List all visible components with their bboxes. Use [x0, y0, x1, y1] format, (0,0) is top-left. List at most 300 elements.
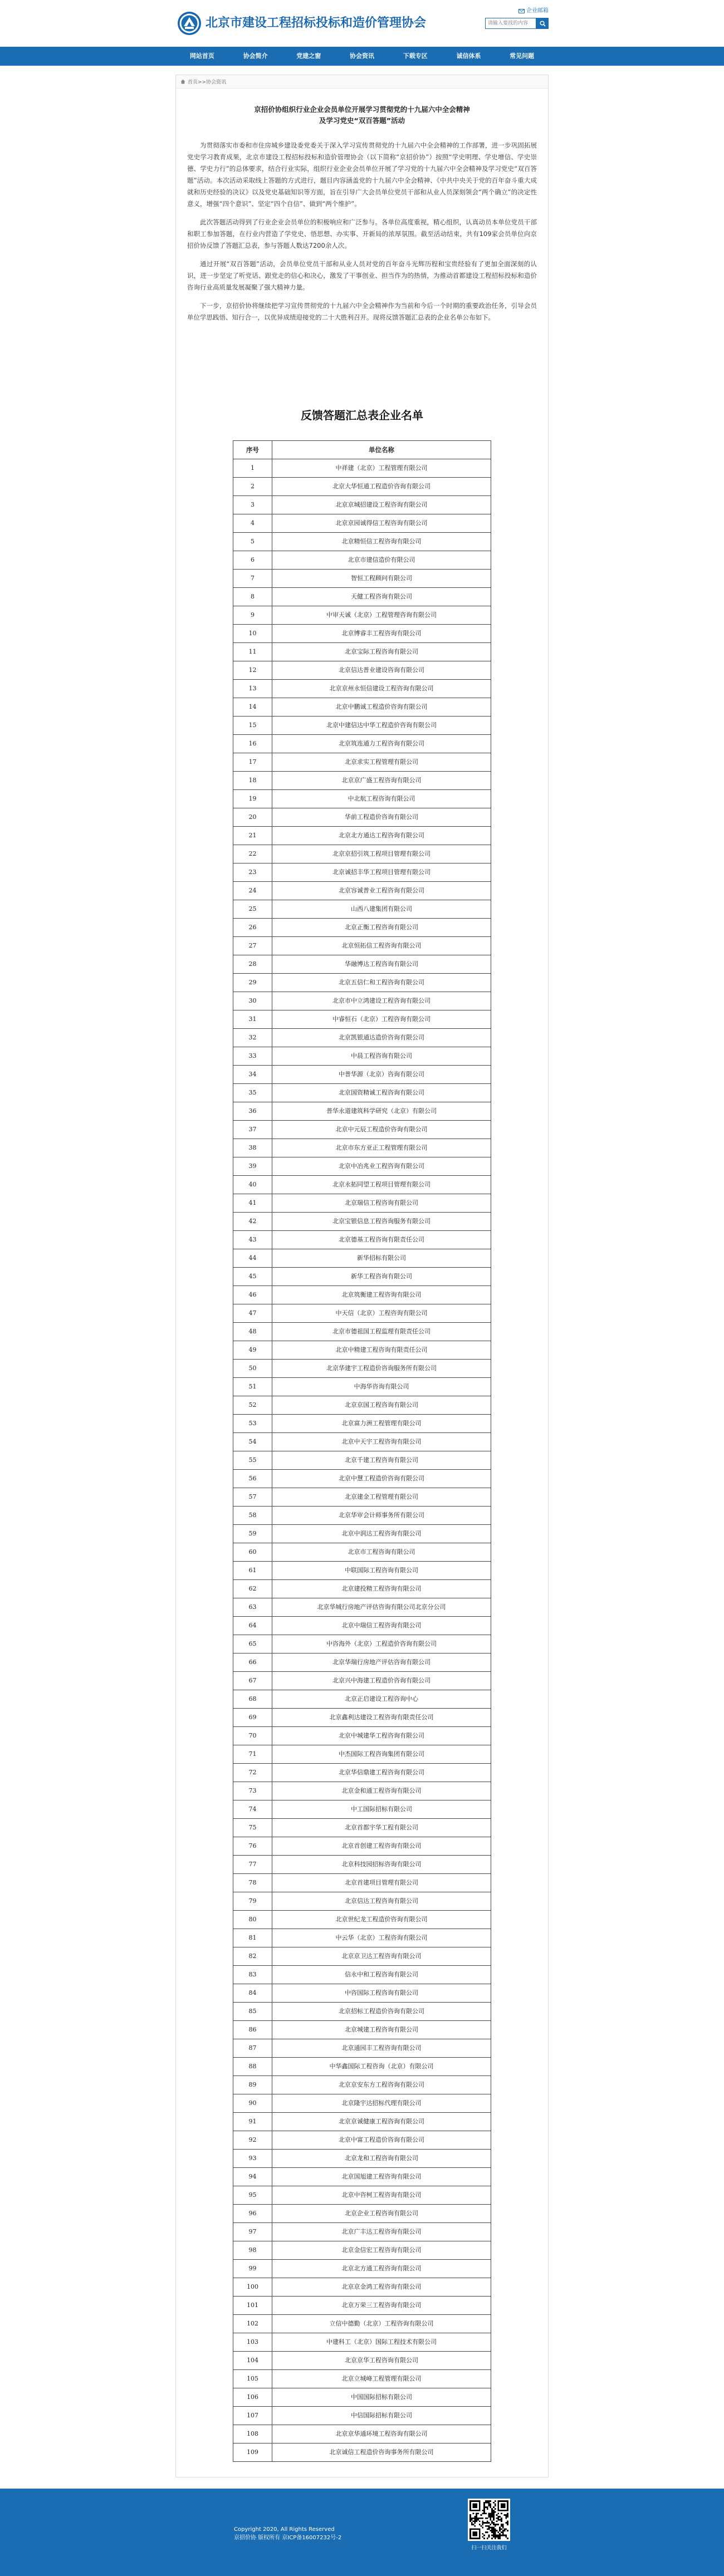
table-header-row: [233, 441, 491, 459]
table-row: [233, 1249, 491, 1268]
company-name: 北京市中立鸿建设工程咨询有限公司: [272, 992, 491, 1010]
company-name: 中咨海外（北京）工程造价咨询有限公司: [272, 1635, 491, 1653]
company-name: 北京五信仁和工程咨询有限公司: [272, 974, 491, 992]
table-row: [233, 1066, 491, 1084]
company-name: 北京金和通工程咨询有限公司: [272, 1782, 491, 1800]
table-row: [233, 459, 491, 478]
table-row: [233, 2039, 491, 2058]
row-number: 70: [233, 1727, 272, 1745]
company-name: 北京宝银信息工程咨询服务有限公司: [272, 1213, 491, 1231]
table-row: [233, 1029, 491, 1047]
company-name: 中杰国际工程咨询集团有限公司: [272, 1745, 491, 1764]
company-name: 北京中建信达中华工程造价咨询有限公司: [272, 717, 491, 735]
company-name: 中联国际工程咨询有限公司: [272, 1562, 491, 1580]
table-row: [233, 1396, 491, 1415]
row-number: 100: [233, 2278, 272, 2297]
table-row: [233, 1745, 491, 1764]
article-paragraph: 通过开展“双百答题”活动，会员单位党员干部和从业人员对党的百年奋斗光辉历程和宝贵经验有了更加全面深刻的认识，进一步坚定了听党话、跟党走的信心和决心，激发了干事创业、担当作为的热情，为推动首都建设工程招标投标和造价咨询行业高质量发展凝聚了强大精神力量。: [187, 260, 537, 291]
row-number: 103: [233, 2333, 272, 2352]
company-name: 北京中精建工程咨询有限责任公司: [272, 1341, 491, 1360]
table-row: [233, 1543, 491, 1562]
company-name: 北京首创建工程咨询有限公司: [272, 1837, 491, 1856]
company-name: 中云华（北京）工程咨询有限公司: [272, 1929, 491, 1947]
row-number: 82: [233, 1947, 272, 1966]
row-number: 75: [233, 1819, 272, 1837]
nav-item-credit[interactable]: 诚信体系: [456, 52, 481, 60]
row-number: 29: [233, 974, 272, 992]
row-number: 104: [233, 2352, 272, 2370]
company-name: 北京万荣三工程咨询有限公司: [272, 2297, 491, 2315]
company-name: 北京京华通环境工程咨询有限公司: [272, 2425, 491, 2443]
company-name: 北京京安东方工程咨询有限公司: [272, 2076, 491, 2094]
company-name: 中建科工（北京）国际工程技术有限公司: [272, 2333, 491, 2352]
row-number: 6: [233, 551, 272, 570]
company-name: 中审天诚（北京）工程管理咨询有限公司: [272, 606, 491, 625]
company-name: 北京华瑞行房地产评估咨询有限公司: [272, 1653, 491, 1672]
column-header-company: 单位名称: [272, 441, 491, 459]
qr-code-icon: [469, 2500, 508, 2539]
table-row: [233, 974, 491, 992]
association-logo-icon[interactable]: [177, 11, 202, 36]
table-row: [233, 1525, 491, 1543]
company-name: 北京信达工程咨询有限公司: [272, 1892, 491, 1911]
row-number: 63: [233, 1598, 272, 1617]
row-number: 28: [233, 955, 272, 974]
table-row: [233, 1157, 491, 1176]
table-row: [233, 1598, 491, 1617]
row-number: 54: [233, 1433, 272, 1451]
company-name: 中国国际招标有限公司: [272, 2388, 491, 2407]
company-name: 北京华建宇工程造价咨询服务所有限公司: [272, 1360, 491, 1378]
table-row: [233, 1213, 491, 1231]
site-footer: [0, 2489, 724, 2576]
table-row: [233, 1580, 491, 1598]
company-name: 北京市德祖国工程监理有限责任公司: [272, 1323, 491, 1341]
article-body: [187, 140, 537, 396]
row-number: 47: [233, 1304, 272, 1323]
table-row: [233, 845, 491, 863]
row-number: 61: [233, 1562, 272, 1580]
qr-caption: 扫一扫关注我们: [471, 2545, 507, 2551]
row-number: 34: [233, 1066, 272, 1084]
table-row: [233, 1617, 491, 1635]
table-row: [233, 1690, 491, 1709]
company-name: 北京招标工程造价咨询有限公司: [272, 2003, 491, 2021]
company-name: 北京京金鸿工程咨询有限公司: [272, 2278, 491, 2297]
company-name: 北京北方通达工程咨询有限公司: [272, 827, 491, 845]
breadcrumb: [176, 75, 548, 89]
table-row: [233, 1562, 491, 1580]
table-row: [233, 2260, 491, 2278]
search-box: [485, 18, 549, 29]
table-row: [233, 1341, 491, 1360]
table-row: [233, 588, 491, 606]
company-name: 北京诚招丰华工程项目管理有限公司: [272, 863, 491, 882]
row-number: 76: [233, 1837, 272, 1856]
table-row: [233, 2076, 491, 2094]
enterprise-mail-label: 企业邮箱: [526, 8, 549, 14]
company-name: 北京京诚健康工程咨询有限公司: [272, 2113, 491, 2131]
table-row: [233, 2168, 491, 2186]
table-row: [233, 2425, 491, 2443]
row-number: 89: [233, 2076, 272, 2094]
company-name: 中工国际招标有限公司: [272, 1800, 491, 1819]
table-row: [233, 2388, 491, 2407]
article-paragraph: 为贯彻落实市委和市住房城乡建设委党委关于深入学习宣传贯彻党的十九届六中全会精神的工作部署，进一步巩固拓展党史学习教育成果，北京市建设工程招标投标和造价管理协会（以下简称“京招价协”）按照“学史明理、学史增信、学史崇德、学史力行”的总体要求，结合行业实际，组织行业企业会员单位开展了学习党的十九届六中全会精神及学习党史“双百答题”活动。本次活动采取线上答题的方式进行，题目内容涵盖党的十九届六中全会精神、《中共中央关于党的百年奋斗重大成就和历史经验的决议》以及党史基础知识等方面，旨在引导广大会员单位党员干部和从业人员深刻领会“两个确立”的决定性意义，增强“四个意识”、坚定“四个自信”、做到“两个维护”。: [187, 141, 537, 208]
company-name: 北京大华恒通工程造价咨询有限公司: [272, 478, 491, 496]
row-number: 37: [233, 1121, 272, 1139]
company-name: 北京华信鼎建工程咨询有限公司: [272, 1764, 491, 1782]
table-row: [233, 1047, 491, 1066]
company-name: 北京京广盛工程咨询有限公司: [272, 772, 491, 790]
row-number: 25: [233, 900, 272, 919]
row-number: 19: [233, 790, 272, 808]
table-row: [233, 1415, 491, 1433]
table-row: [233, 827, 491, 845]
table-row: [233, 2333, 491, 2352]
row-number: 21: [233, 827, 272, 845]
table-row: [233, 2278, 491, 2297]
company-name: 新华招标有限公司: [272, 1249, 491, 1268]
row-number: 90: [233, 2094, 272, 2113]
row-number: 44: [233, 1249, 272, 1268]
row-number: 13: [233, 680, 272, 698]
row-number: 16: [233, 735, 272, 753]
table-row: [233, 790, 491, 808]
row-number: 52: [233, 1396, 272, 1415]
company-name: 北京鑫利达建设工程咨询有限责任公司: [272, 1709, 491, 1727]
table-row: [233, 2443, 491, 2462]
company-name: 北京求实工程管理有限公司: [272, 753, 491, 772]
table-row: [233, 1451, 491, 1470]
article-title-line-2: 及学习党史“双百答题”活动: [319, 116, 405, 125]
company-name: 北京华审会计师事务所有限公司: [272, 1507, 491, 1525]
company-name: 北京华城行房地产评估咨询有限公司北京分公司: [272, 1598, 491, 1617]
company-name: 北京广丰达工程咨询有限公司: [272, 2223, 491, 2241]
row-number: 91: [233, 2113, 272, 2131]
row-number: 77: [233, 1856, 272, 1874]
row-number: 78: [233, 1874, 272, 1892]
table-row: [233, 1139, 491, 1157]
company-name: 中华鑫国际工程咨询（北京）有限公司: [272, 2058, 491, 2076]
row-number: 38: [233, 1139, 272, 1157]
table-row: [233, 1856, 491, 1874]
company-name: 北京正启建设工程咨询中心: [272, 1690, 491, 1709]
row-number: 36: [233, 1102, 272, 1121]
search-button[interactable]: [536, 18, 549, 29]
table-row: [233, 1672, 491, 1690]
table-row: [233, 2370, 491, 2388]
table-row: [233, 2297, 491, 2315]
row-number: 109: [233, 2443, 272, 2462]
table-row: [233, 1488, 491, 1507]
company-list-table: [233, 440, 491, 2462]
row-number: 30: [233, 992, 272, 1010]
company-name: 北京京城招建设工程咨询有限公司: [272, 496, 491, 514]
table-row: [233, 1764, 491, 1782]
company-name: 北京国旭建工程咨询有限公司: [272, 2168, 491, 2186]
table-row: [233, 2131, 491, 2150]
table-row: [233, 2186, 491, 2205]
table-row: [233, 1874, 491, 1892]
table-row: [233, 1286, 491, 1304]
table-row: [233, 1911, 491, 1929]
table-row: [233, 1084, 491, 1102]
company-name: 北京永拓同望工程项目管理有限公司: [272, 1176, 491, 1194]
row-number: 35: [233, 1084, 272, 1102]
company-name: 北京正衡工程咨询有限公司: [272, 919, 491, 937]
company-name: 北京京招引筑工程项目管理有限公司: [272, 845, 491, 863]
home-icon: [180, 79, 185, 84]
table-row: [233, 808, 491, 827]
row-number: 2: [233, 478, 272, 496]
company-name: 北京瑞信工程咨询有限公司: [272, 1194, 491, 1213]
table-row: [233, 1176, 491, 1194]
table-row: [233, 1782, 491, 1800]
row-number: 101: [233, 2297, 272, 2315]
table-row: [233, 2094, 491, 2113]
row-number: 27: [233, 937, 272, 955]
row-number: 15: [233, 717, 272, 735]
row-number: 84: [233, 1984, 272, 2003]
company-list-title: 反馈答题汇总表企业名单: [301, 409, 423, 422]
company-name: 中天信（北京）工程咨询有限公司: [272, 1304, 491, 1323]
table-row: [233, 1653, 491, 1672]
table-row: [233, 2003, 491, 2021]
company-name: 北京建投精工程咨询有限公司: [272, 1580, 491, 1598]
table-row: [233, 937, 491, 955]
breadcrumb-text[interactable]: 首页>>协会资讯: [188, 80, 227, 85]
header-container: [175, 0, 549, 47]
table-row: [233, 533, 491, 551]
row-number: 68: [233, 1690, 272, 1709]
table-row: [233, 661, 491, 680]
company-name: 北京凯银通达造价咨询有限公司: [272, 1029, 491, 1047]
company-name: 北京中咨柯工程咨询有限公司: [272, 2186, 491, 2205]
table-row: [233, 496, 491, 514]
table-row: [233, 1635, 491, 1653]
table-row: [233, 1929, 491, 1947]
site-title[interactable]: 北京市建设工程招标投标和造价管理协会: [206, 16, 427, 30]
row-number: 93: [233, 2150, 272, 2168]
row-number: 18: [233, 772, 272, 790]
footer-copyright-block: [234, 2525, 341, 2542]
company-name: 北京中润达工程咨询有限公司: [272, 1525, 491, 1543]
company-name: 中普华源（北京）咨询有限公司: [272, 1066, 491, 1084]
company-name: 北京市东方亚正工程管理有限公司: [272, 1139, 491, 1157]
row-number: 20: [233, 808, 272, 827]
row-number: 65: [233, 1635, 272, 1653]
table-row: [233, 1984, 491, 2003]
company-name: 中海华咨询有限公司: [272, 1378, 491, 1396]
row-number: 11: [233, 643, 272, 661]
company-name: 山西八建集团有限公司: [272, 900, 491, 919]
row-number: 96: [233, 2205, 272, 2223]
company-name: 北京信达普业建设咨询有限公司: [272, 661, 491, 680]
row-number: 55: [233, 1451, 272, 1470]
row-number: 40: [233, 1176, 272, 1194]
company-name: 北京北方通工程咨询有限公司: [272, 2260, 491, 2278]
company-name: 华融博达工程咨询有限公司: [272, 955, 491, 974]
row-number: 81: [233, 1929, 272, 1947]
company-name: 北京精恒信工程咨询有限公司: [272, 533, 491, 551]
icp-record-link[interactable]: 京招价协 版权所有 京ICP备16007232号-2: [234, 2535, 342, 2541]
row-number: 99: [233, 2260, 272, 2278]
table-row: [233, 1010, 491, 1029]
main-nav: [0, 47, 724, 66]
table-row: [233, 2205, 491, 2223]
company-name: 信永中和工程咨询有限公司: [272, 1966, 491, 1984]
table-row: [233, 2021, 491, 2039]
article-paragraph: 此次答题活动得到了行业企业会员单位的积极响应和广泛参与。各单位高度重视，精心组织，认真动员本单位党员干部和职工参加答题，在行业内营造了学党史、悟思想、办实事、开新局的浓厚氛围。截至活动结束，共有109家会员单位向京招价协反馈了答题汇总表，参与答题人数达7200余人次。: [187, 218, 537, 249]
company-name: 北京恒拓信工程咨询有限公司: [272, 937, 491, 955]
row-number: 9: [233, 606, 272, 625]
table-row: [233, 2241, 491, 2260]
company-name: 北京龙和工程咨询有限公司: [272, 2150, 491, 2168]
company-name: 新华工程咨询有限公司: [272, 1268, 491, 1286]
row-number: 71: [233, 1745, 272, 1764]
company-name: 北京京国工程咨询有限公司: [272, 1396, 491, 1415]
row-number: 49: [233, 1341, 272, 1360]
company-name: 中北航工程咨询有限公司: [272, 790, 491, 808]
company-name: 北京中慧工程造价咨询有限公司: [272, 1470, 491, 1488]
enterprise-mail-link[interactable]: [518, 7, 549, 15]
table-row: [233, 551, 491, 570]
nav-item-faq[interactable]: 常见问题: [510, 52, 535, 60]
company-name: 华前工程造价咨询有限公司: [272, 808, 491, 827]
row-number: 51: [233, 1378, 272, 1396]
company-name: 北京诚信工程造价咨询事务所有限公司: [272, 2443, 491, 2462]
company-name: 北京中城建华工程咨询有限公司: [272, 1727, 491, 1745]
company-name: 中咨国际工程咨询有限公司: [272, 1984, 491, 2003]
nav-list: [175, 47, 549, 66]
company-name: 北京科技园招标咨询有限公司: [272, 1856, 491, 1874]
row-number: 58: [233, 1507, 272, 1525]
table-row: [233, 992, 491, 1010]
company-name: 北京市工程咨询有限公司: [272, 1543, 491, 1562]
nav-item-home[interactable]: 网站首页: [189, 52, 214, 60]
row-number: 73: [233, 1782, 272, 1800]
company-name: 北京首建项目管理有限公司: [272, 1874, 491, 1892]
row-number: 46: [233, 1286, 272, 1304]
nav-item-about[interactable]: 协会简介: [243, 52, 268, 60]
row-number: 102: [233, 2315, 272, 2333]
table-row: [233, 2407, 491, 2425]
article-title: [187, 104, 537, 126]
row-number: 86: [233, 2021, 272, 2039]
table-row: [233, 2223, 491, 2241]
company-name: 北京筑衡建工程咨询有限公司: [272, 1286, 491, 1304]
row-number: 12: [233, 661, 272, 680]
qr-code-frame: [468, 2499, 510, 2541]
company-name: 北京中鹏诚工程造价咨询有限公司: [272, 698, 491, 717]
table-row: [233, 1727, 491, 1745]
company-name: 北京富力洲工程管理有限公司: [272, 1415, 491, 1433]
row-number: 94: [233, 2168, 272, 2186]
row-number: 88: [233, 2058, 272, 2076]
company-name: 北京京卫达工程咨询有限公司: [272, 1947, 491, 1966]
row-number: 39: [233, 1157, 272, 1176]
company-name: 智恒工程顾问有限公司: [272, 570, 491, 588]
company-name: 北京首都宇华工程有限公司: [272, 1819, 491, 1837]
table-row: [233, 1102, 491, 1121]
company-name: 北京国资精诚工程咨询有限公司: [272, 1084, 491, 1102]
row-number: 106: [233, 2388, 272, 2407]
row-number: 50: [233, 1360, 272, 1378]
row-number: 57: [233, 1488, 272, 1507]
table-row: [233, 2150, 491, 2168]
row-number: 33: [233, 1047, 272, 1066]
company-name: 北京博睿丰工程咨询有限公司: [272, 625, 491, 643]
row-number: 85: [233, 2003, 272, 2021]
table-row: [233, 900, 491, 919]
row-number: 22: [233, 845, 272, 863]
table-header: [233, 441, 491, 459]
table-row: [233, 2058, 491, 2076]
table-row: [233, 1323, 491, 1341]
row-number: 43: [233, 1231, 272, 1249]
company-name: 北京容诚普业工程咨询有限公司: [272, 882, 491, 900]
row-number: 64: [233, 1617, 272, 1635]
company-name: 天健工程咨询有限公司: [272, 588, 491, 606]
column-header-number: 序号: [233, 441, 272, 459]
row-number: 62: [233, 1580, 272, 1598]
nav-item-downloads[interactable]: 下载专区: [403, 52, 428, 60]
row-number: 80: [233, 1911, 272, 1929]
company-name: 北京筑连通力工程咨询有限公司: [272, 735, 491, 753]
row-number: 14: [233, 698, 272, 717]
row-number: 26: [233, 919, 272, 937]
company-name: 北京金信宏工程咨询有限公司: [272, 2241, 491, 2260]
table-row: [233, 955, 491, 974]
row-number: 95: [233, 2186, 272, 2205]
row-number: 92: [233, 2131, 272, 2150]
company-name: 中睿恒石（北京）工程咨询有限公司: [272, 1010, 491, 1029]
row-number: 1: [233, 459, 272, 478]
table-row: [233, 1819, 491, 1837]
row-number: 74: [233, 1800, 272, 1819]
company-name: 北京建金工程管理有限公司: [272, 1488, 491, 1507]
table-row: [233, 919, 491, 937]
table-row: [233, 735, 491, 753]
copyright-text: Copyright 2020, All Rights Reserved: [234, 2526, 335, 2533]
table-row: [233, 753, 491, 772]
company-name: 中晨工程咨询有限公司: [272, 1047, 491, 1066]
row-number: 98: [233, 2241, 272, 2260]
row-number: 79: [233, 1892, 272, 1911]
company-name: 北京城建工程咨询有限公司: [272, 2021, 491, 2039]
table-row: [233, 1231, 491, 1249]
search-icon: [540, 21, 546, 27]
company-name: 北京中瑞信工程咨询有限公司: [272, 1617, 491, 1635]
company-name: 北京兴中海建工程造价咨询有限公司: [272, 1672, 491, 1690]
row-number: 41: [233, 1194, 272, 1213]
nav-item-news[interactable]: 协会资讯: [350, 52, 375, 60]
row-number: 66: [233, 1653, 272, 1672]
search-input[interactable]: [485, 18, 536, 29]
company-name: 北京中元辰工程造价咨询有限公司: [272, 1121, 491, 1139]
company-name: 立信中德勤（北京）工程咨询有限公司: [272, 2315, 491, 2333]
table-row: [233, 1378, 491, 1396]
table-row: [233, 478, 491, 496]
table-row: [233, 698, 491, 717]
nav-item-party[interactable]: 党建之窗: [296, 52, 321, 60]
row-number: 87: [233, 2039, 272, 2058]
table-row: [233, 1892, 491, 1911]
company-name: 北京中冶兆业工程咨询有限公司: [272, 1157, 491, 1176]
table-row: [233, 643, 491, 661]
company-name: 北京京园诚得信工程咨询有限公司: [272, 514, 491, 533]
